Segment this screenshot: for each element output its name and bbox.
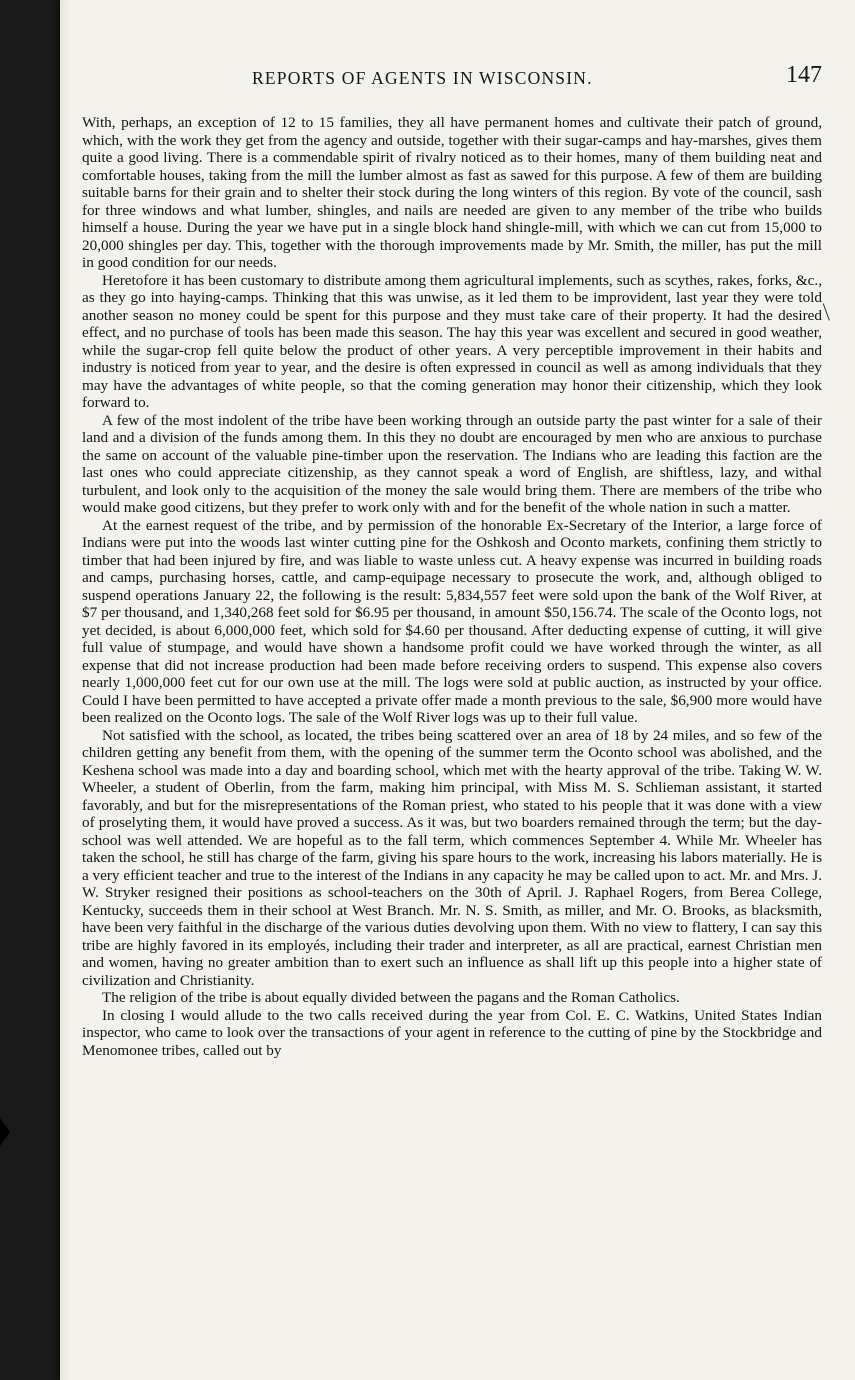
- running-head: REPORTS OF AGENTS IN WISCONSIN.: [252, 68, 593, 88]
- paragraph: At the earnest request of the tribe, and by permission of the honorable Ex-Secretary of the Interior, a large force of Indians were put into the woods last winter cutting pine for the Oshkosh and Oconto markets, confining them strictly to timber that had been injured by fire, and was liable to waste unless cut. A heavy expense was incurred in building roads and camps, purchasing horses, cattle, and camp-equipage necessary to prosecute the work, and, although obliged to suspend operations January 22, the following is the result: 5,834,557 feet were sold upon the bank of the Wolf River, at $7 per thousand, and 1,340,268 feet sold for $6.95 per thousand, in amount $50,156.74. The scale of the Oconto logs, not yet decided, is about 6,000,000 feet, which sold for $4.60 per thousand. After deducting expense of cutting, it will give full value of stumpage, and would have shown a handsome profit could we have worked through the winter, as all expense that did not increase production had been made before receiving orders to suspend. This expense also covers nearly 1,000,000 feet cut for our own use at the mill. The logs were sold at public auction, as instructed by your office. Could I have been permitted to have accepted a private offer made a month previous to the sale, $6,900 more would have been realized on the Oconto logs. The sale of the Wolf River logs was up to their full value.: [82, 516, 822, 726]
- margin-arrow-mark: [0, 1118, 10, 1146]
- body-text: [82, 114, 822, 1059]
- page-number: 147: [786, 62, 822, 88]
- paragraph: The religion of the tribe is about equally divided between the pagans and the Roman Catholics.: [102, 989, 680, 1006]
- page-header: [82, 62, 822, 96]
- paragraph: With, perhaps, an exception of 12 to 15 families, they all have permanent homes and cultivate their patch of ground, which, with the work they get from the agency and outside, together with their sugar-camps and hay-marshes, gives them quite a good living. There is a commendable spirit of rivalry noticed as to their homes, many of them building neat and comfortable houses, taking from the mill the lumber almost as fast as sawed for this purpose. A few of them are building suitable barns for their grain and to shelter their stock during the long winters of this region. By vote of the council, sash for three windows and what lumber, shingles, and nails are needed are given to any member of the tribe who builds himself a house. During the year we have put in a single block hand shingle-mill, with which we can cut from 15,000 to 20,000 shingles per day. This, together with the thorough improvements made by Mr. Smith, the miller, has put the mill in good condition for our needs.: [82, 114, 822, 271]
- paragraph: Not satisfied with the school, as located, the tribes being scattered over an area of 18 by 24 miles, and so few of the children getting any benefit from them, with the opening of the summer term the Oconto school was abolished, and the Keshena school was made into a day and boarding school, which met with the hearty approval of the tribe. Taking W. W. Wheeler, a student of Oberlin, from the farm, making him principal, with Miss M. S. Schlieman assistant, it started favorably, and but for the misrepresentations of the Roman priest, who stated to his people that it was done with a view of proselyting them, it would have proved a success. As it was, but two boarders remained through the term; but the day-school was well attended. We are hopeful as to the fall term, which commences September 4. While Mr. Wheeler has taken the school, he still has charge of the farm, giving his spare hours to the work, increasing his labors materially. He is a very efficient teacher and true to the interest of the Indians in any capacity he may be called upon to act. Mr. and Mrs. J. W. Stryker resigned their positions as school-teachers on the 30th of April. J. Raphael Rogers, from Berea College, Kentucky, succeeds them in their school at West Branch. Mr. N. S. Smith, as miller, and Mr. O. Brooks, as blacksmith, have been very faithful in the discharge of the various duties devolving upon them. With no view to flattery, I can say this tribe are highly favored in its employés, including their trader and interpreter, as all are practical, earnest Christian men and women, having no greater ambition than to exert such an influence as shall lift up this people into a higher state of civilization and Christianity.: [82, 726, 822, 989]
- paragraph: In closing I would allude to the two calls received during the year from Col. E. C. Watkins, United States Indian inspector, who came to look over the transactions of your agent in reference to the cutting of pine by the Stockbridge and Menomonee tribes, called out by: [82, 1006, 822, 1059]
- document-page: [60, 0, 855, 1380]
- paragraph: Heretofore it has been customary to distribute among them agricultural implements, such as scythes, rakes, forks, &c., as they go into haying-camps. Thinking that this was unwise, as it led them to be improvident, last year they were told another season no money could be spent for this purpose and they must take care of their property. It had the desired effect, and no purchase of tools has been made this season. The hay this year was excellent and secured in good weather, while the sugar-crop fell quite below the product of other years. A very perceptible improvement in their habits and industry is noticed from year to year, and the desire is often expressed in council as well as among individuals that they may have the advantages of white people, so that the coming generation may honor their citizenship, which they look forward to.: [82, 271, 822, 411]
- paragraph: A few of the most indolent of the tribe have been working through an outside party the past winter for a sale of their land and a division of the funds among them. In this they no doubt are encouraged by men who are anxious to purchase the same on account of the valuable pine-timber upon the reservation. The Indians who are leading this faction are the last ones who could appreciate citizenship, as they cannot speak a word of English, are shiftless, lazy, and withal turbulent, and look only to the acquisition of the money the sale would bring them. There are members of the tribe who would make good citizens, but they prefer to work only with and for the benefit of the whole nation in such a matter.: [82, 411, 822, 516]
